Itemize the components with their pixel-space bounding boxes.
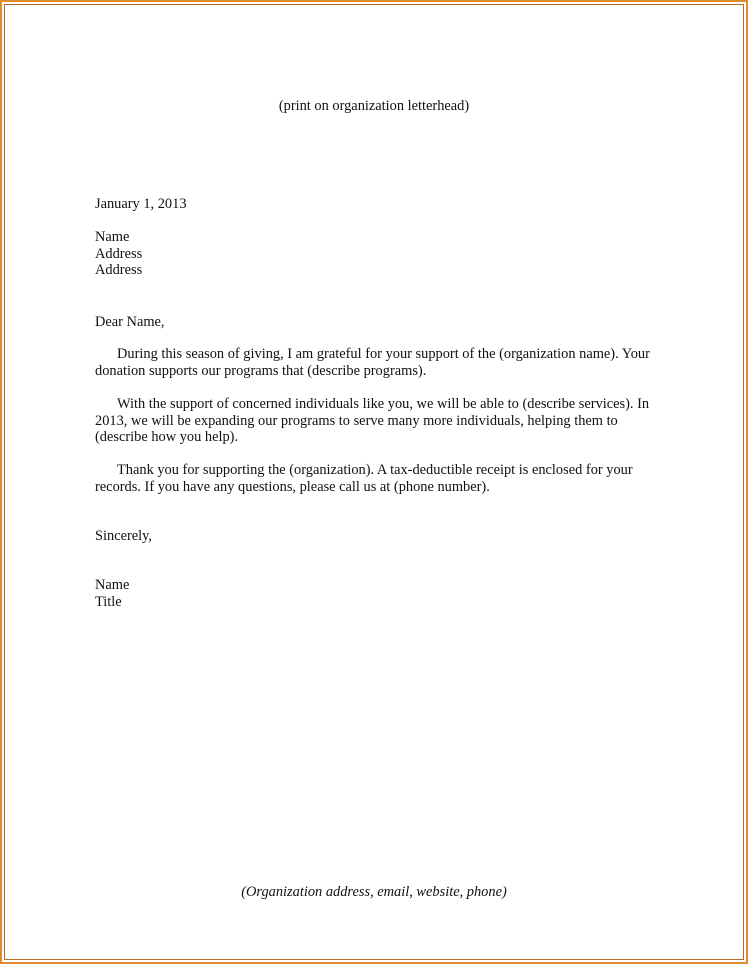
recipient-name: Name — [95, 229, 130, 245]
paragraph-line: With the support of concerned individuals like you, we will be able to (describe services). In — [117, 396, 650, 412]
paragraph-line: 2013, we will be expanding our programs to serve many more individuals, helping them to — [95, 412, 618, 429]
recipient-address-line-1: Address — [95, 245, 143, 262]
recipient-address-line-2: Address — [95, 262, 143, 278]
letterhead-note: (print on organization letterhead) — [278, 98, 470, 114]
paragraph-line: records. If you have any questions, please call us at (phone number). — [95, 478, 490, 495]
body-paragraph-1 — [95, 346, 695, 379]
closing: Sincerely, — [95, 528, 153, 544]
paragraph-line: Thank you for supporting the (organization). A tax-deductible receipt is enclosed for your — [117, 462, 633, 478]
salutation: Dear Name, — [95, 314, 165, 330]
signer-name: Name — [95, 577, 130, 593]
letter-page — [8, 8, 740, 956]
letter-date: January 1, 2013 — [95, 196, 187, 212]
paragraph-line: (describe how you help). — [95, 429, 239, 445]
paragraph-line: donation supports our programs that (describe programs). — [95, 362, 427, 379]
recipient-block — [95, 229, 142, 279]
body-paragraph-2 — [95, 396, 695, 446]
signature-block — [95, 577, 129, 610]
paragraph-line: During this season of giving, I am grateful for your support of the (organization name). Your — [117, 346, 650, 362]
organization-footer: (Organization address, email, website, phone) — [241, 884, 507, 900]
body-paragraph-3 — [95, 462, 695, 495]
signer-title: Title — [95, 593, 122, 610]
